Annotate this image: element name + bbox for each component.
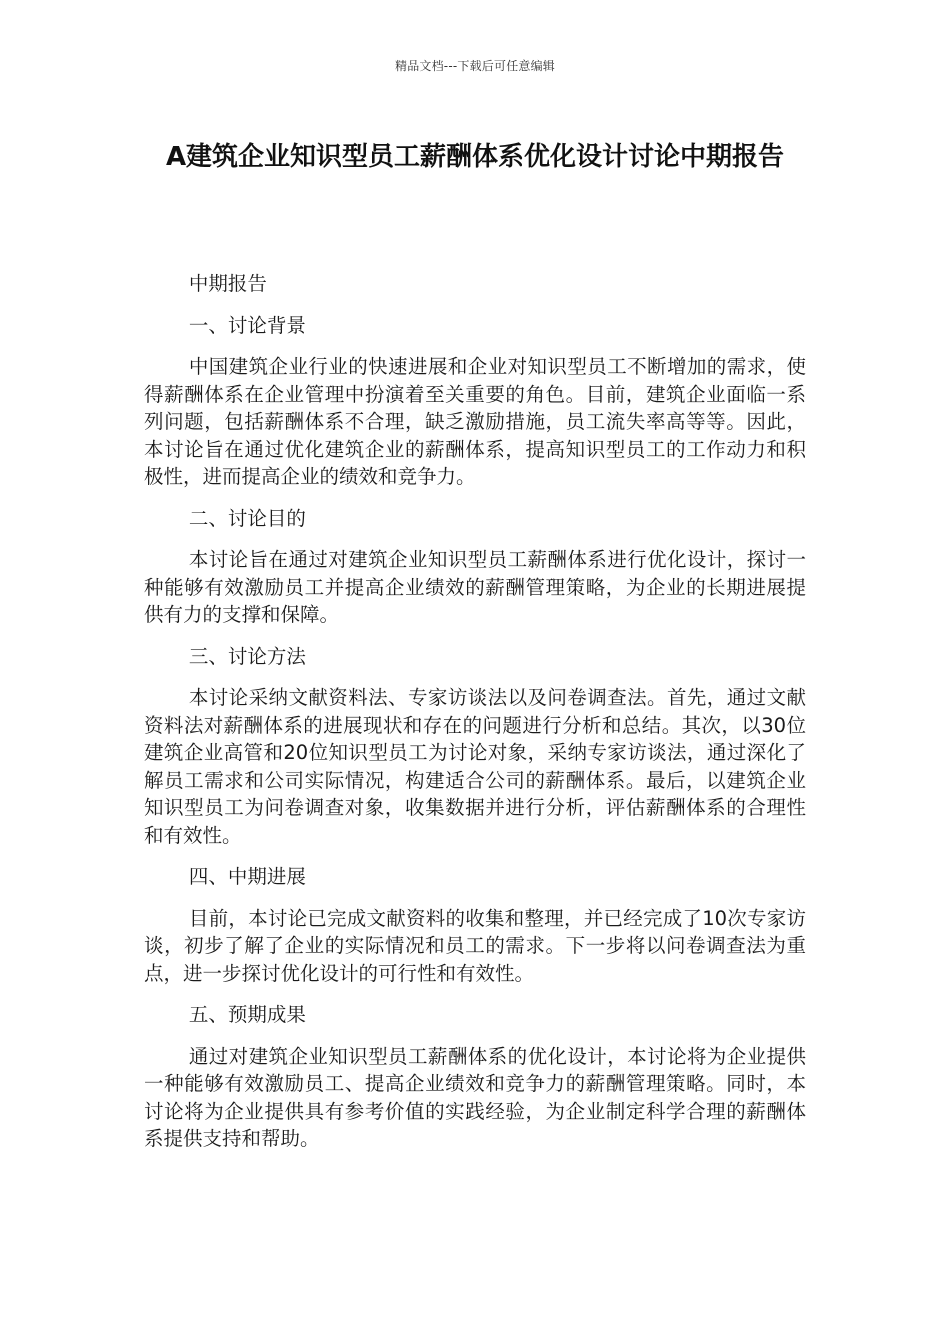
section-heading-purpose: 二、讨论目的 (188, 506, 306, 530)
section-body-method: 本讨论采纳文献资料法、专家访谈法以及问卷调查法。首先，通过文献资料法对薪酬体系的进展现状和存在的问题进行分析和总结。其次，以30位建筑企业高管和20位知识型员工为讨论对象，采纳专家访谈法，通过深化了解员工需求和公司实际情况，构建适合公司的薪酬体系。最后，以建筑企业知识型员工为问卷调查对象，收集数据并进行分析，评估薪酬体系的合理性和有效性。 (144, 686, 806, 847)
header-note: 精品文档---下载后可任意编辑 (395, 59, 555, 73)
document-body (144, 270, 806, 1167)
section-heading-method: 三、讨论方法 (188, 644, 306, 668)
subtitle: 中期报告 (188, 272, 267, 295)
section-body-expected-results: 通过对建筑企业知识型员工薪酬体系的优化设计，本讨论将为企业提供一种能够有效激励员工、提高企业绩效和竞争力的薪酬管理策略。同时，本讨论将为企业提供具有参考价值的实践经验，为企业制定科学合理的薪酬体系提供支持和帮助。 (144, 1044, 806, 1150)
section-body-progress: 目前，本讨论已完成文献资料的收集和整理，并已经完成了10次专家访谈，初步了解了企业的实际情况和员工的需求。下一步将以问卷调查法为重点，进一步探讨优化设计的可行性和有效性。 (144, 906, 806, 985)
section-heading-progress: 四、中期进展 (188, 865, 306, 888)
document-title: A建筑企业知识型员工薪酬体系优化设计讨论中期报告 (165, 142, 785, 172)
section-heading-expected-results: 五、预期成果 (188, 1003, 306, 1026)
section-heading-background: 一、讨论背景 (188, 313, 306, 337)
section-body-background: 中国建筑企业行业的快速进展和企业对知识型员工不断增加的需求，使得薪酬体系在企业管理中扮演着至关重要的角色。目前，建筑企业面临一系列问题，包括薪酬体系不合理，缺乏激励措施，员工流失率高等等。因此，本讨论旨在通过优化建筑企业的薪酬体系，提高知识型员工的工作动力和积极性，进而提高企业的绩效和竞争力。 (144, 355, 806, 488)
section-body-purpose: 本讨论旨在通过对建筑企业知识型员工薪酬体系进行优化设计，探讨一种能够有效激励员工并提高企业绩效的薪酬管理策略，为企业的长期进展提供有力的支撑和保障。 (144, 548, 806, 626)
